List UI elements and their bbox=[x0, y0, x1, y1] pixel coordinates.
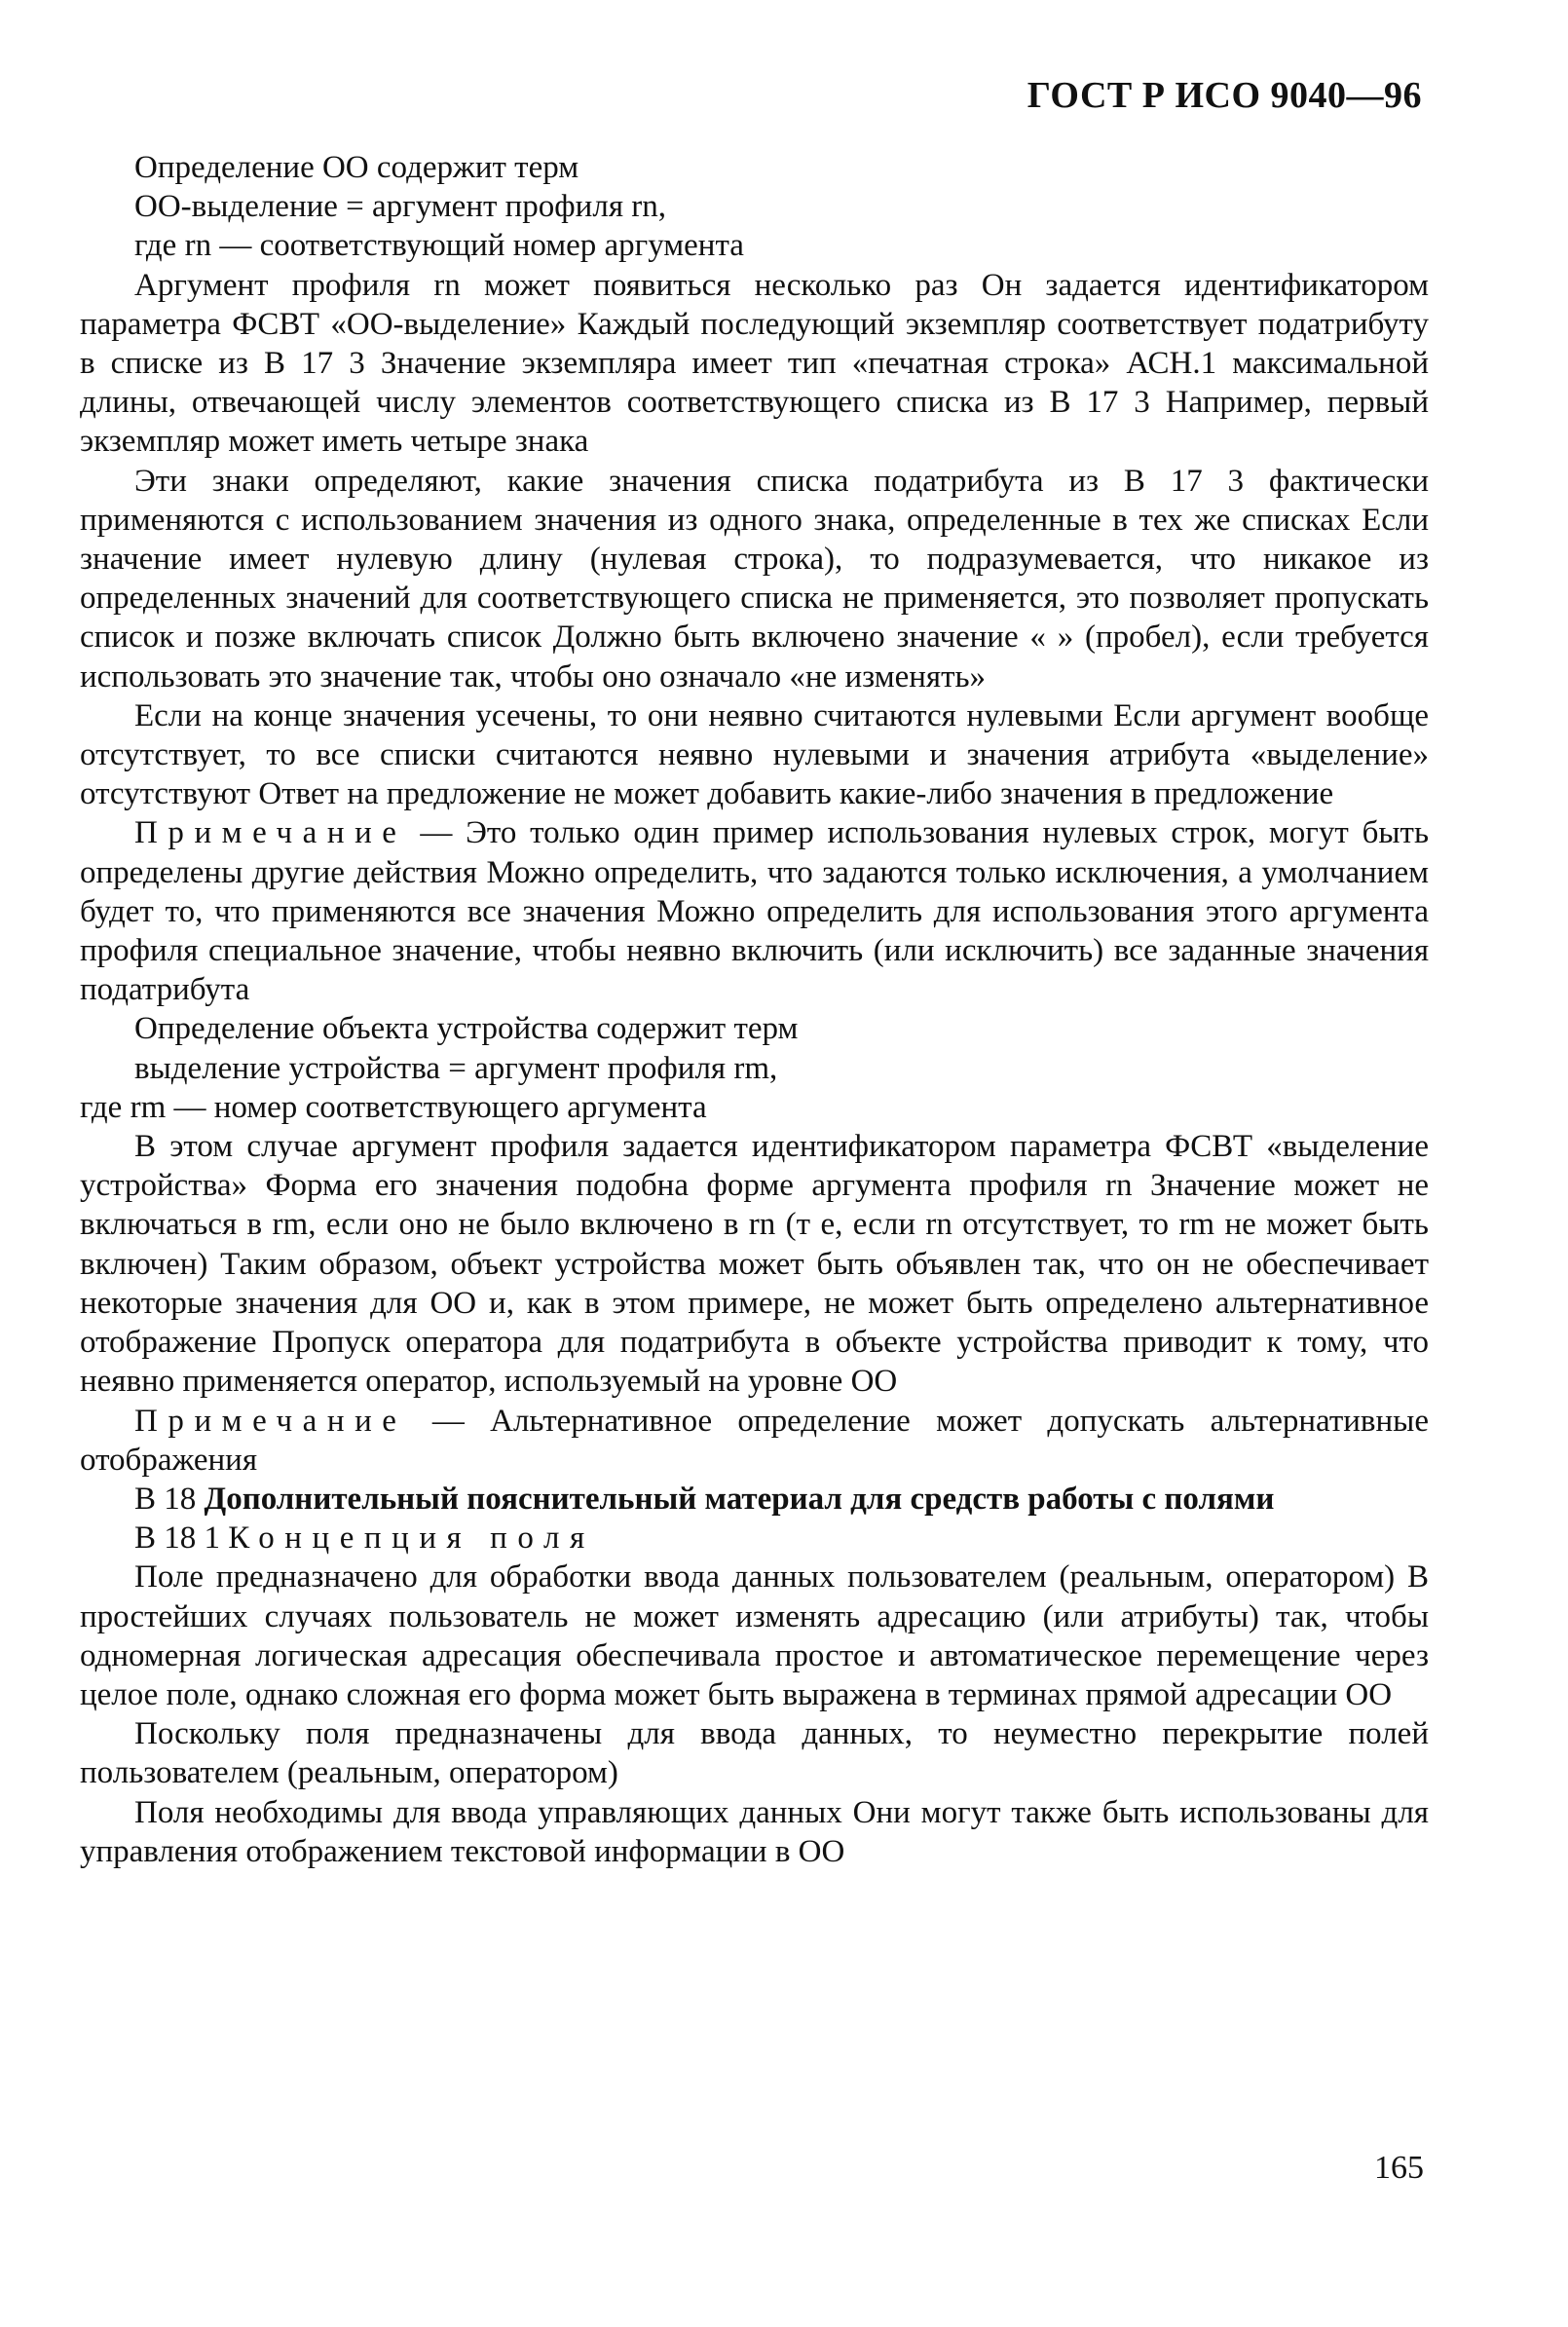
subsection-title: Концепция поля bbox=[228, 1520, 595, 1557]
paragraph: Если на конце значения усечены, то они неявно считаются нулевыми Если аргумент вообще отсутствует, то все списки считаются неявно нулевыми и значения атрибута «выделение» отсутствуют Ответ на предложение не может добавить какие-либо значения в предложение bbox=[80, 697, 1429, 812]
note-label: Примечание bbox=[134, 815, 407, 851]
section-number: В 18 bbox=[134, 1481, 205, 1517]
document-body bbox=[80, 148, 1429, 1871]
paragraph: Аргумент профиля rn может появиться несколько раз Он задается идентификатором параметра ФСВТ «ОО-выделение» Каждый последующий экземпляр соответствует податрибуту в списке из В 17 3 Значение экземпляра имеет тип «печатная строка» АСН.1 максимальной длины, отвечающей числу элементов соответствующего списка из В 17 3 Например, первый экземпляр может иметь четыре знака bbox=[80, 267, 1429, 460]
term-line: где rm — номер соответствующего аргумента bbox=[80, 1089, 707, 1125]
paragraph: Поскольку поля предназначены для ввода данных, то неуместно перекрытие полей пользователем (реальным, оператором) bbox=[80, 1716, 1429, 1791]
note-label: Примечание bbox=[134, 1403, 407, 1439]
paragraph: В этом случае аргумент профиля задается идентификатором параметра ФСВТ «выделение устройства» Форма его значения подобна форме аргумента профиля rn Значение может не включаться в rm, если оно не было включено в rn (т е, если rn отсутствует, то rm не может быть включен) Таким образом, объект устройства может быть объявлен так, что он не обеспечивает некоторые значения для ОО и, как в этом примере, не может быть определено альтернативное отображение Пропуск оператора для податрибута в объекте устройства приводит к тому, что неявно применяется оператор, используемый на уровне ОО bbox=[80, 1129, 1429, 1400]
paragraph: Поля необходимы для ввода управляющих данных Они могут также быть использованы для управления отображением текстовой информации в ОО bbox=[80, 1794, 1429, 1869]
term-line: где rn — соответствующий номер аргумента bbox=[134, 228, 744, 264]
note bbox=[80, 1402, 1429, 1480]
term-line: выделение устройства = аргумент профиля rm, bbox=[134, 1050, 778, 1086]
paragraph: Эти знаки определяют, какие значения списка податрибута из В 17 3 фактически применяются с использованием значения из одного знака, определенные в тех же списках Если значение имеет нулевую длину (нулевая строка), то подразумевается, что никакое из определенных значений для соответствующего списка не применяется, это позволяет пропускать список и позже включать список Должно быть включено значение « » (пробел), если требуется использовать это значение так, чтобы оно означало «не изменять» bbox=[80, 463, 1429, 694]
note bbox=[80, 813, 1429, 1009]
running-header: ГОСТ Р ИСО 9040—96 bbox=[1027, 75, 1422, 116]
note-text: — Это только один пример использования нулевых строк, могут быть определены другие действия Можно определить, что задаются только исключения, а умолчанием будет то, что применяются все значения Можно определить для использования этого аргумента профиля специальное значение, чтобы неявно включить (или исключить) все заданные значения податрибута bbox=[80, 815, 1429, 1008]
subsection-heading bbox=[80, 1519, 1429, 1558]
subsection-number: В 18 1 bbox=[134, 1520, 229, 1557]
term-line: ОО-выделение = аргумент профиля rn, bbox=[134, 189, 666, 225]
section-heading bbox=[80, 1480, 1429, 1519]
paragraph: Поле предназначено для обработки ввода данных пользователем (реальным, оператором) В простейших случаях пользователь не может изменять адресацию (или атрибуты) так, чтобы одномерная логическая адресация обеспечивала простое и автоматическое перемещение через целое поле, однако сложная его форма может быть выражена в терминах прямой адресации ОО bbox=[80, 1559, 1429, 1712]
section-title: Дополнительный пояснительный материал для средств работы с полями bbox=[204, 1481, 1275, 1517]
term-line: Определение ОО содержит терм bbox=[134, 150, 579, 185]
page-number: 165 bbox=[1374, 2150, 1424, 2186]
note-text: — Альтернативное определение может допускать альтернативные отображения bbox=[80, 1403, 1429, 1478]
term-line: Определение объекта устройства содержит терм bbox=[134, 1011, 799, 1047]
